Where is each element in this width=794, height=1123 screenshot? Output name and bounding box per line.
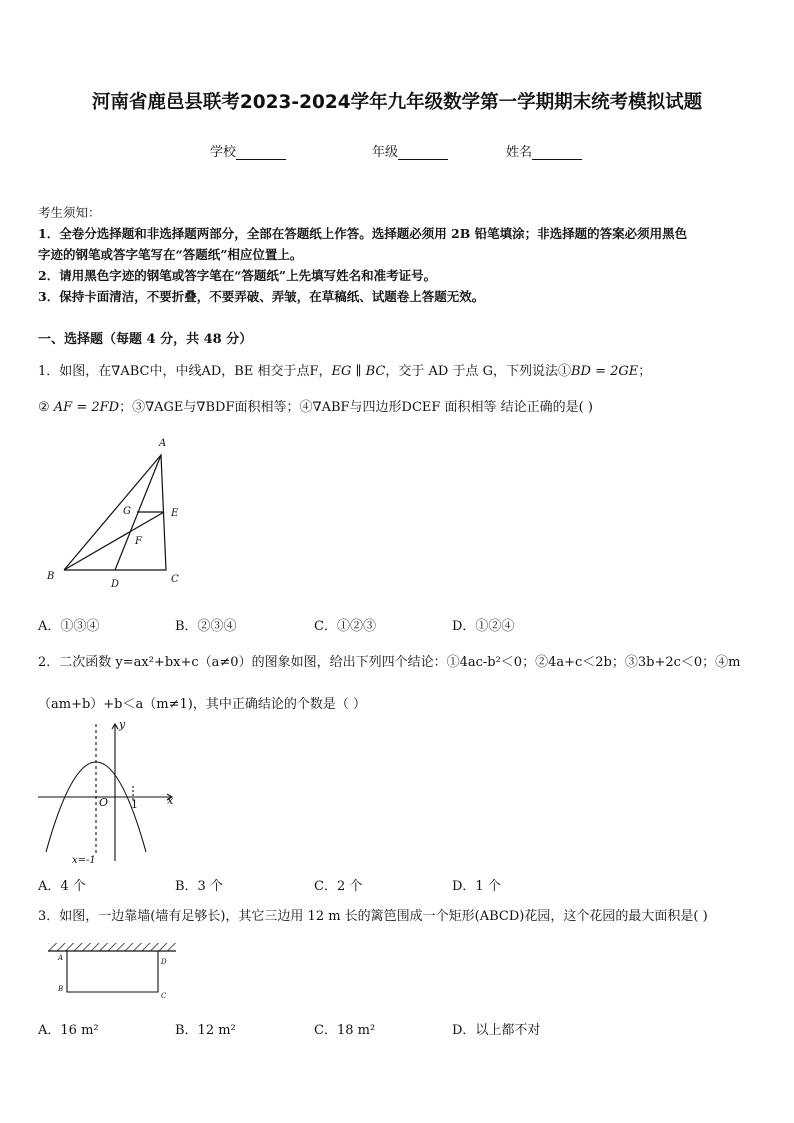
label-a: A xyxy=(159,438,167,449)
q1-text-d: ② xyxy=(38,400,54,415)
label-d: D xyxy=(111,579,120,590)
median-be xyxy=(64,512,164,570)
label-b: B xyxy=(47,571,55,582)
label-x: x xyxy=(167,794,174,807)
q3-garden-figure xyxy=(44,938,184,1003)
grade-blank xyxy=(398,147,448,160)
label-d: D xyxy=(161,958,167,966)
q2-option-a[interactable]: A．4 个 xyxy=(38,879,86,894)
label-origin: O xyxy=(99,796,109,809)
page-title: 河南省鹿邑县联考2023-2024学年九年级数学第一学期期末统考模拟试题 xyxy=(91,92,703,113)
school-field xyxy=(210,141,286,160)
label-g: G xyxy=(123,506,131,517)
q1-line-1 xyxy=(38,360,651,379)
q1-text-a: 1．如图，在∇ABC中，中线AD，BE 相交于点F， xyxy=(38,364,332,379)
q1-option-d[interactable]: D．①②④ xyxy=(452,619,515,634)
q1-triangle-figure xyxy=(40,432,200,592)
wall-hatching xyxy=(48,943,176,951)
school-blank xyxy=(236,147,286,160)
q3-option-d[interactable]: D．以上都不对 xyxy=(452,1023,541,1038)
q1-line-2 xyxy=(38,396,593,415)
notice-item-1a: 1．全卷分选择题和非选择题两部分，全部在答题纸上作答。选择题必须用 2B 铅笔填涂；非选择题的答案必须用黑色 xyxy=(38,226,688,241)
name-label: 姓名 xyxy=(506,145,533,160)
q1-math-b: BD = 2GE xyxy=(570,364,639,379)
q3-line-1: 3．如图，一边靠墙(墙有足够长)，其它三边用 12 m 长的篱笆围成一个矩形(ABCD)花园，这个花园的最大面积是( ) xyxy=(38,909,708,924)
q1-option-c[interactable]: C．①②③ xyxy=(314,619,376,634)
garden-fence xyxy=(67,951,158,992)
q1-option-b[interactable]: B．②③④ xyxy=(175,619,237,634)
q2-line-1: 2．二次函数 y=ax²+bx+c（a≠0）的图象如图，给出下列四个结论：①4ac-b²＜0；②4a+c＜2b；③3b+2c＜0；④m xyxy=(38,655,741,670)
q1-text-b: ，交于 AD 于点 G，下列说法① xyxy=(385,364,571,379)
q3-option-c[interactable]: C．18 m² xyxy=(314,1023,376,1038)
label-c: C xyxy=(171,574,179,585)
q2-option-c[interactable]: C．2 个 xyxy=(314,879,363,894)
q3-option-b[interactable]: B．12 m² xyxy=(175,1023,236,1038)
q1-text-e: ；③∇AGE与∇BDF面积相等；④∇ABF与四边形DCEF 面积相等 结论正确的是( ) xyxy=(119,400,593,415)
grade-field xyxy=(372,141,448,160)
notice-item-1b: 字迹的钢笔或答字笔写在“答题纸”相应位置上。 xyxy=(38,247,303,262)
notice-item-2: 2．请用黑色字迹的钢笔或答字笔在“答题纸”上先填写姓名和准考证号。 xyxy=(38,268,437,283)
name-blank xyxy=(532,147,582,160)
q1-option-a[interactable]: A．①③④ xyxy=(38,619,100,634)
label-e: E xyxy=(171,508,179,519)
label-b: B xyxy=(58,985,64,993)
label-one: 1 xyxy=(131,798,138,811)
q1-math-a: EG ∥ BC xyxy=(331,364,386,379)
q2-option-b[interactable]: B．3 个 xyxy=(175,879,223,894)
label-c: C xyxy=(161,992,167,1000)
label-axis-eq: x=-1 xyxy=(72,855,96,866)
q1-text-c: ； xyxy=(638,364,652,379)
name-field xyxy=(506,141,582,160)
grade-label: 年级 xyxy=(372,145,399,160)
q1-math-c: AF = 2FD xyxy=(53,400,120,415)
section-heading: 一、选择题（每题 4 分，共 48 分） xyxy=(38,332,253,347)
label-a: A xyxy=(58,954,64,962)
school-label: 学校 xyxy=(210,145,237,160)
notice-item-3: 3．保持卡面清洁，不要折叠，不要弄破、弄皱，在草稿纸、试题卷上答题无效。 xyxy=(38,289,485,304)
label-y: y xyxy=(119,718,126,731)
q3-option-a[interactable]: A．16 m² xyxy=(38,1023,99,1038)
notice-heading: 考生须知： xyxy=(38,205,101,220)
q2-line-2: （am+b）+b＜a（m≠1)，其中正确结论的个数是（ ） xyxy=(38,697,366,712)
q2-parabola-figure xyxy=(36,718,186,868)
label-f: F xyxy=(135,536,142,547)
q2-option-d[interactable]: D．1 个 xyxy=(452,879,501,894)
